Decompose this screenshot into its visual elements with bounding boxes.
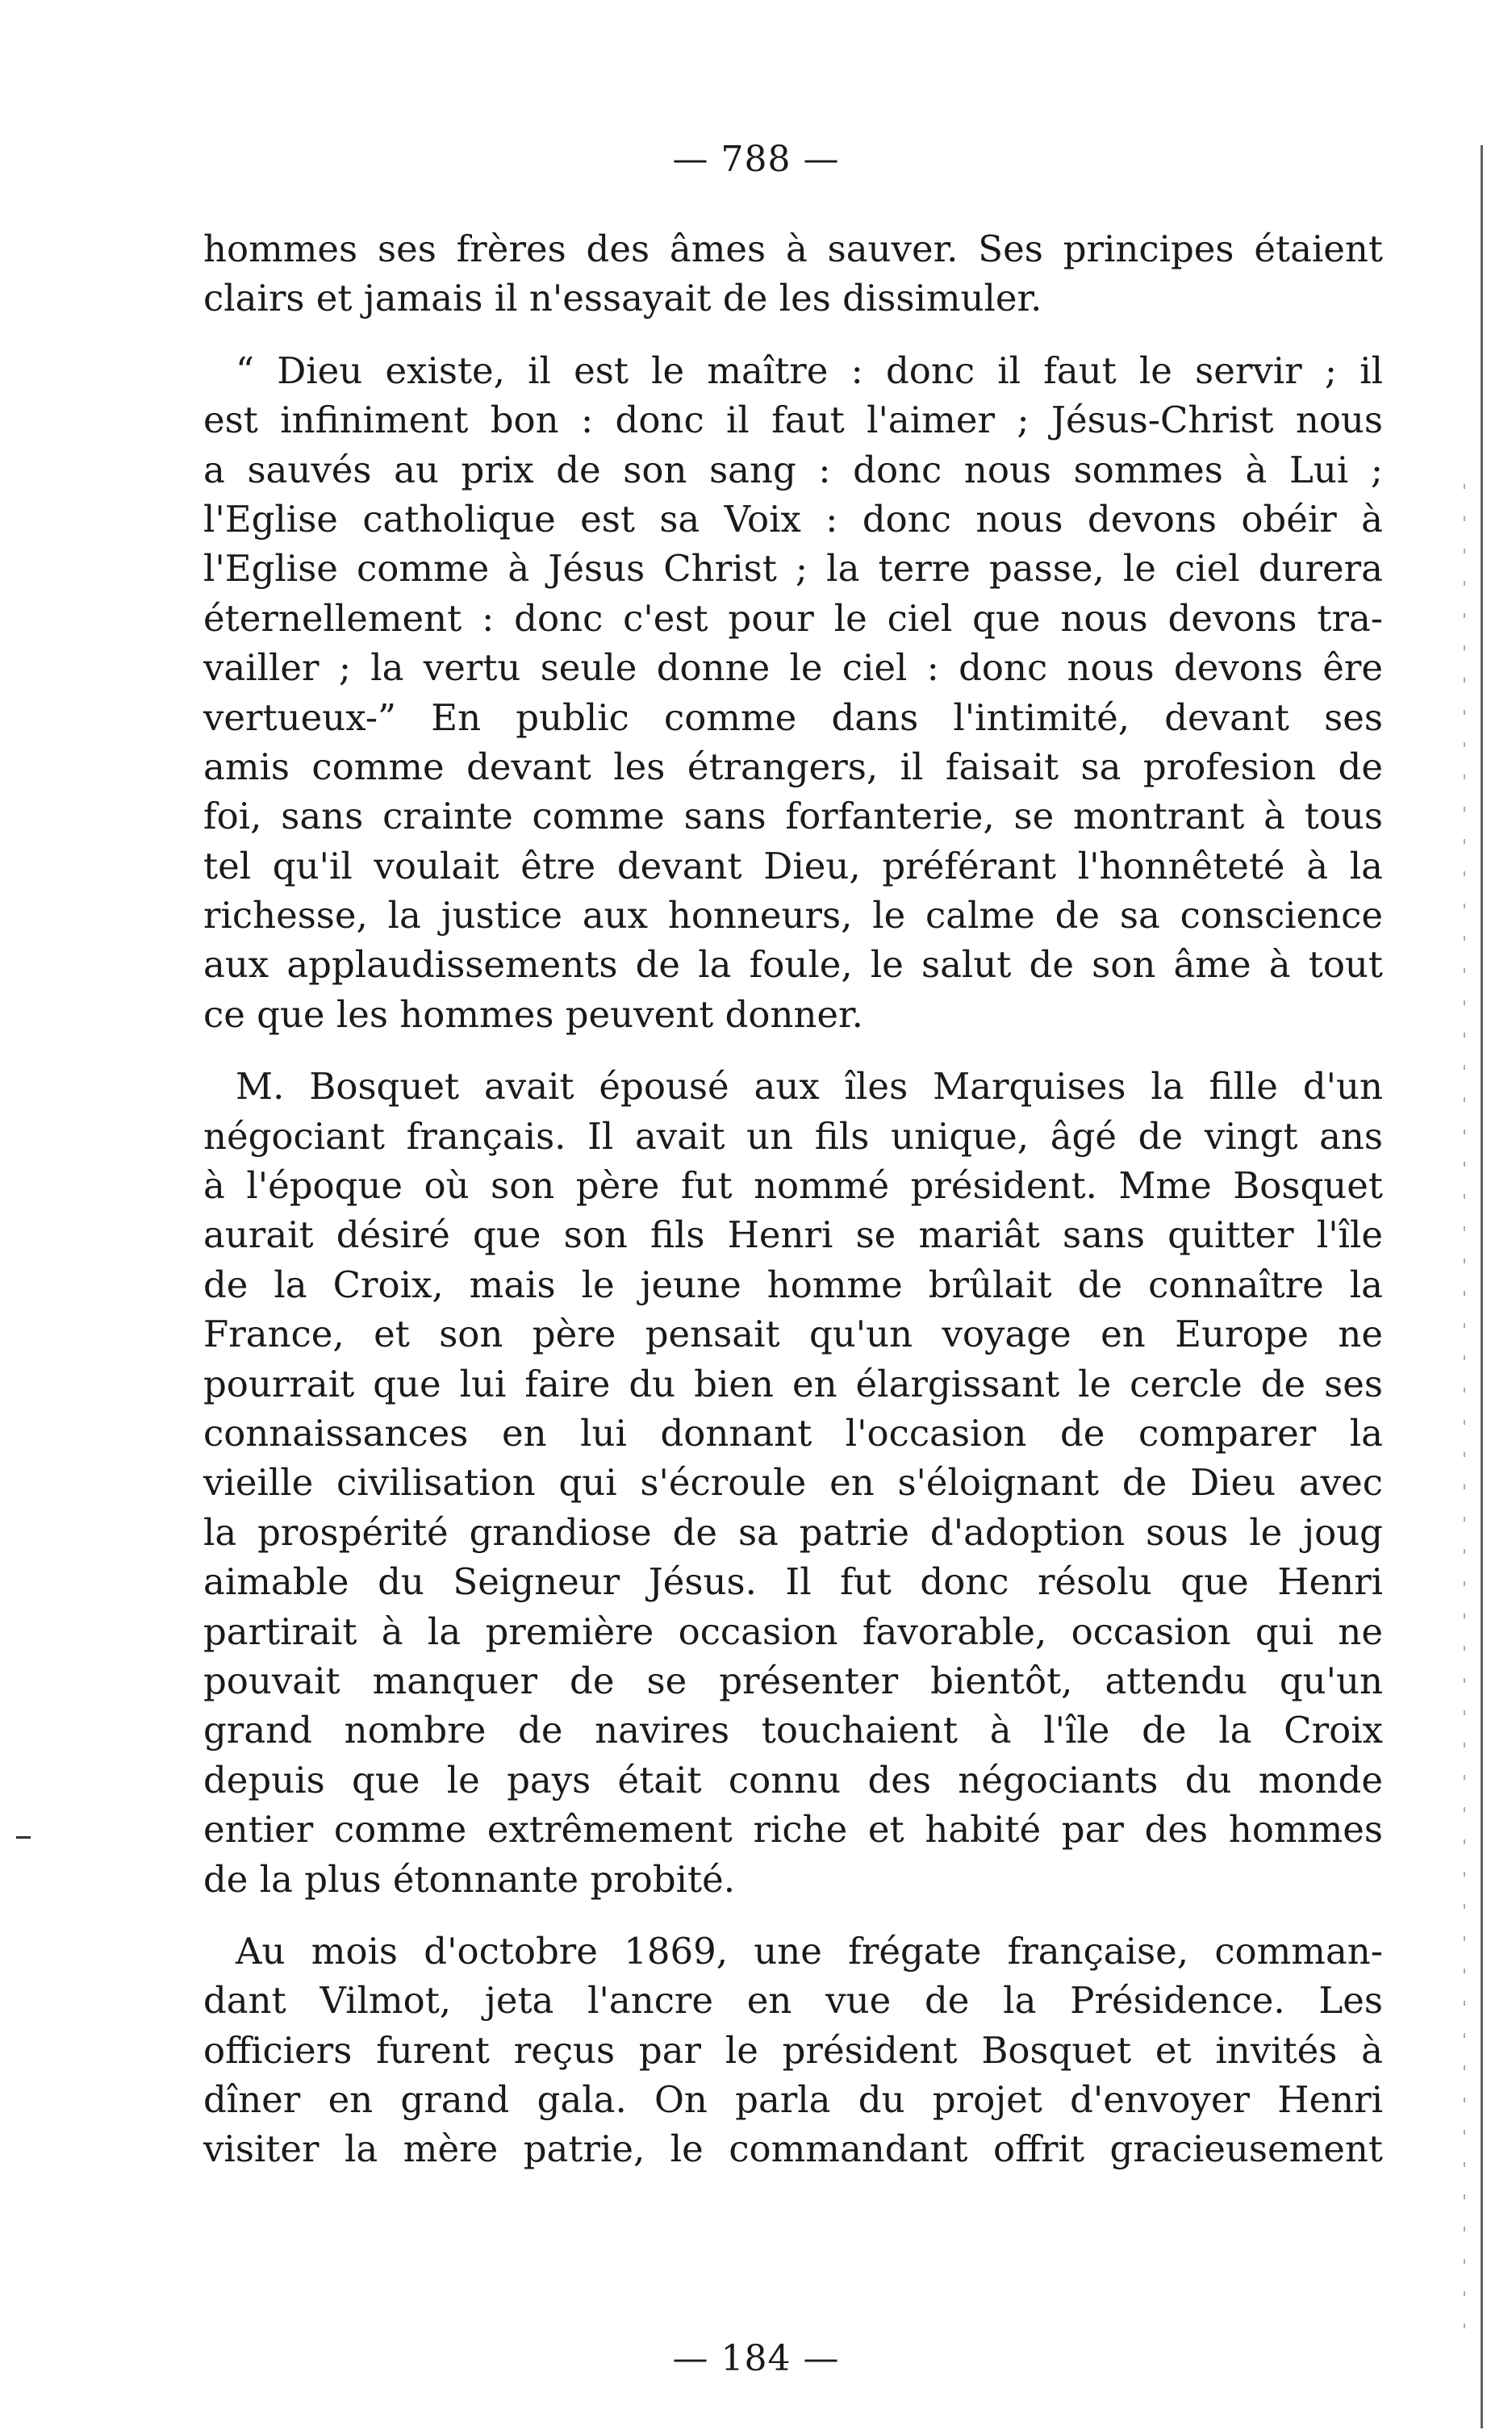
text-line: officiers furent reçus par le président Bosquet et invités à: [203, 2028, 1383, 2072]
paragraph: [203, 224, 1383, 324]
text-line: dant Vilmot, jeta l'ancre en vue de la Présidence. Les: [203, 1979, 1383, 2023]
text-line: à l'époque où son père fut nommé président. Mme Bosquet: [203, 1164, 1383, 1208]
text-line: foi, sans crainte comme sans forfanterie, se montrant à tous: [203, 795, 1383, 838]
text-line: hommes ses frères des âmes à sauver. Ses principes étaient: [203, 228, 1383, 270]
page-number-bottom: — 184 —: [672, 2338, 840, 2379]
text-line: grand nombre de navires touchaient à l'île de la Croix: [203, 1709, 1383, 1752]
text-line: aimable du Seigneur Jésus. Il fut donc résolu que Henri: [203, 1560, 1383, 1604]
body-text: [203, 224, 1383, 2174]
text-line: France, et son père pensait qu'un voyage en Europe ne: [203, 1313, 1383, 1356]
text-line: partirait à la première occasion favorable, occasion qui ne: [203, 1610, 1383, 1653]
text-line: “ Dieu existe, il est le maître : donc il faut le servir ; il: [236, 349, 1383, 392]
text-line: pourrait que lui faire du bien en élargissant le cercle de ses: [203, 1362, 1383, 1405]
text-line: Au mois d'octobre 1869, une frégate française, comman-: [236, 1929, 1383, 1973]
text-line: visiter la mère patrie, le commandant offrit gracieusement: [203, 2127, 1383, 2171]
paragraph: [203, 1062, 1383, 1904]
text-line: aux applaudissements de la foule, le salut de son âme à tout: [203, 943, 1383, 987]
text-line: pouvait manquer de se présenter bientôt, attendu qu'un: [203, 1659, 1383, 1702]
text-line: est infiniment bon : donc il faut l'aimer ; Jésus-Christ nous: [203, 399, 1383, 442]
text-line: de la Croix, mais le jeune homme brûlait de connaître la: [203, 1263, 1383, 1306]
text-line: clairs et jamais il n'essayait de les dissimuler.: [203, 277, 1042, 320]
text-line: de la plus étonnante probité.: [203, 1857, 736, 1901]
text-line: dîner en grand gala. On parla du projet d'envoyer Henri: [203, 2078, 1383, 2122]
paragraph: [203, 1927, 1383, 2174]
text-line: depuis que le pays était connu des négociants du monde: [203, 1758, 1383, 1802]
text-line: M. Bosquet avait épousé aux îles Marquises la fille d'un: [236, 1065, 1383, 1109]
margin-mark: [16, 1836, 31, 1839]
text-line: négociant français. Il avait un fils unique, âgé de vingt ans: [203, 1114, 1383, 1158]
text-line: a sauvés au prix de son sang : donc nous sommes à Lui ;: [203, 448, 1383, 491]
text-line: tel qu'il voulait être devant Dieu, préférant l'honnêteté à la: [203, 844, 1383, 887]
text-line: vieille civilisation qui s'écroule en s'éloignant de Dieu avec: [203, 1461, 1383, 1505]
text-line: amis comme devant les étrangers, il faisait sa profesion de: [203, 745, 1383, 788]
text-line: la prospérité grandiose de sa patrie d'adoption sous le joug: [203, 1510, 1383, 1554]
text-line: connaissances en lui donnant l'occasion de comparer la: [203, 1411, 1383, 1455]
scan-edge-artifact: [1481, 145, 1501, 2428]
text-line: richesse, la justice aux honneurs, le calme de sa conscience: [203, 894, 1383, 937]
text-line: l'Eglise comme à Jésus Christ ; la terre passe, le ciel durera: [203, 547, 1383, 591]
text-line: éternellement : donc c'est pour le ciel que nous devons tra-: [203, 596, 1383, 640]
paragraph: [203, 346, 1383, 1039]
text-line: aurait désiré que son fils Henri se mariât sans quitter l'île: [203, 1213, 1383, 1257]
text-line: vertueux-” En public comme dans l'intimité, devant ses: [203, 695, 1383, 739]
text-line: entier comme extrêmement riche et habité par des hommes: [203, 1808, 1383, 1852]
text-line: l'Eglise catholique est sa Voix : donc nous devons obéir à: [203, 497, 1383, 541]
text-line: vailler ; la vertu seule donne le ciel : donc nous devons êre: [203, 646, 1383, 690]
text-line: ce que les hommes peuvent donner.: [203, 992, 863, 1036]
scan-edge-artifact: [1464, 484, 1465, 2340]
page-number-top: — 788 —: [672, 139, 840, 180]
